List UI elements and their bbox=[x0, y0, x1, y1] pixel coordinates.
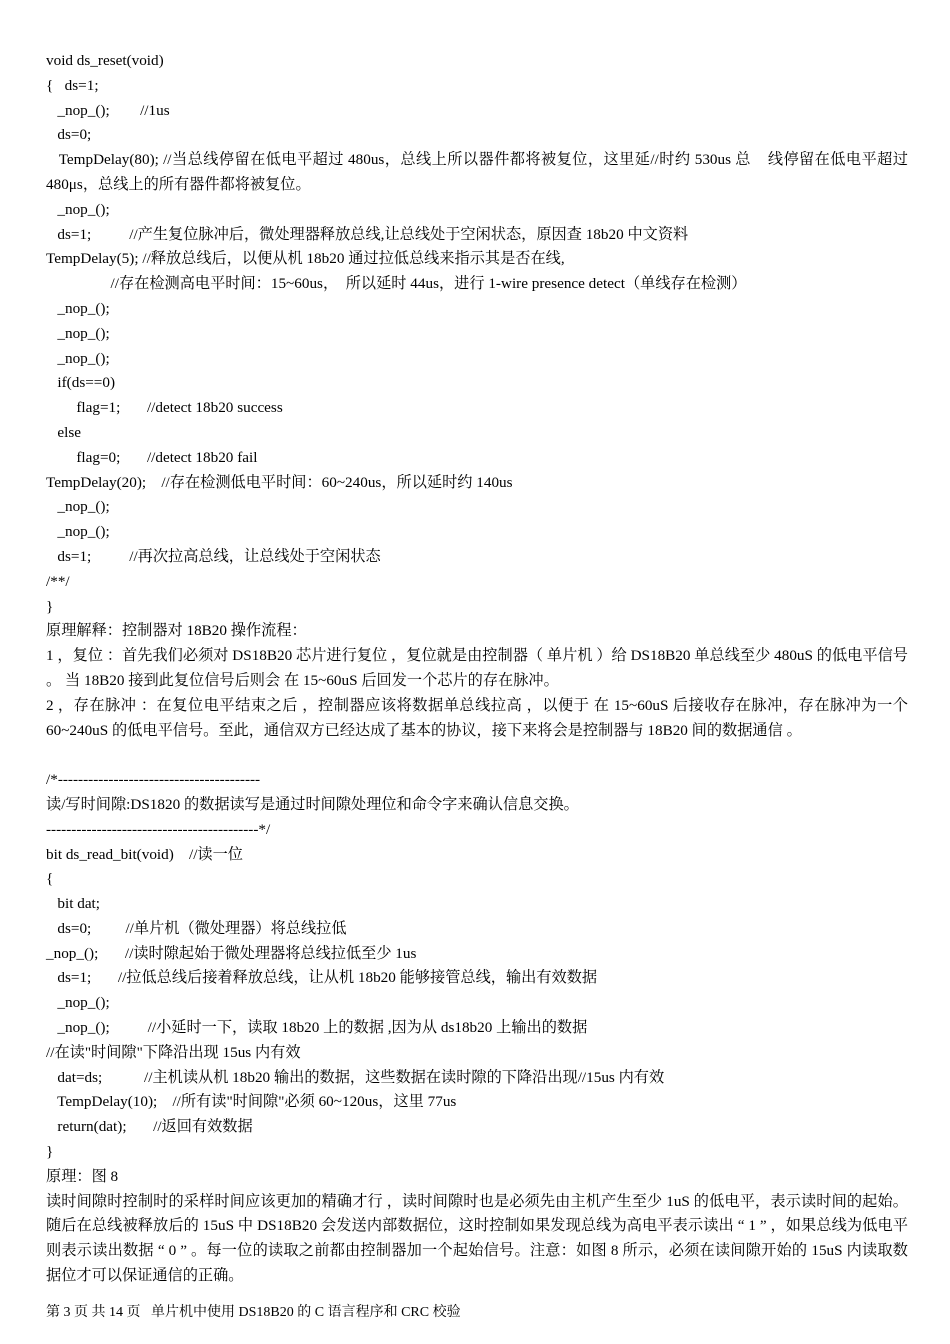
code-line: TempDelay(20); //存在检测低电平时间：60~240us，所以延时约 140us bbox=[46, 473, 513, 491]
code-line: { ds=1; bbox=[46, 76, 99, 94]
code-line: //存在检测高电平时间：15~60us， 所以延时 44us，进行 1-wire presence detect（单线存在检测） bbox=[46, 275, 747, 293]
code-line: ds=1; //再次拉高总线，让总线处于空闲状态 bbox=[46, 547, 381, 565]
paragraph-reset: 1 ，复位 ：首先我们必须对 DS18B20 芯片进行复位 ，复位就是由控制器（ 单片机 ）给 DS18B20 单总线至少 480uS 的低电平信号 。 当 18B20 接到此复位信号后则会 在 15~60uS 后回发一个芯片的存在脉冲。 bbox=[46, 647, 908, 689]
page-footer: 第 3 页 共 14 页 单片机中使用 DS18B20 的 C 语言程序和 CRC 校验 bbox=[46, 1305, 461, 1320]
reset-function-head bbox=[46, 49, 908, 148]
code-line: //在读"时间隙"下降沿出现 15us 内有效 bbox=[46, 1043, 301, 1061]
code-line: void ds_reset(void) bbox=[46, 52, 164, 69]
read-bit-function bbox=[46, 768, 908, 1190]
code-line: { bbox=[46, 870, 54, 888]
code-line: /*---------------------------------------- bbox=[46, 771, 261, 789]
code-line: TempDelay(5); //释放总线后，以便从机 18b20 通过拉低总线来指示其是否在线, bbox=[46, 250, 565, 268]
code-line: _nop_(); bbox=[46, 349, 110, 367]
paragraph-read-slot: 读时间隙时控制时的采样时间应该更加的精确才行 ，读时间隙时也是必须先由主机产生至少 1uS 的低电平，表示读时间的起始。随后在总线被释放后的 15uS 中 DS18B20 会发送内部数据位，这时控制如果发现总线为高电平表示读出 “ 1 ” ，如果总线为低电平则表示读出数据 “ 0 ” 。每一位的读取之前都由控制器加一个起始信号。注意：如图 8 所示，必须在读间隙开始的 15uS 内读取数据位才可以保证通信的正确。 bbox=[46, 1192, 908, 1285]
code-line: else bbox=[46, 423, 82, 441]
code-line: } bbox=[46, 597, 54, 615]
code-line: _nop_(); bbox=[46, 299, 110, 317]
code-line: _nop_(); //1us bbox=[46, 101, 170, 119]
code-line: ds=1; //产生复位脉冲后，微处理器释放总线,让总线处于空闲状态，原因查 18b20 中文资料 bbox=[46, 225, 689, 243]
code-line: _nop_(); bbox=[46, 523, 110, 541]
code-line: _nop_(); bbox=[46, 498, 110, 516]
code-line: bit dat; bbox=[46, 895, 100, 913]
code-comment-wrapped: TempDelay(80); //当总线停留在低电平超过 480us，总线上所以器件都将被复位，这里延//时约 530us 总 线停留在低电平超过 480μs，总线上的所有器件都将被复位。 bbox=[46, 151, 912, 193]
code-line: _nop_(); bbox=[46, 994, 110, 1012]
code-line: flag=0; //detect 18b20 fail bbox=[46, 448, 258, 466]
reset-function-body bbox=[46, 198, 908, 644]
code-line: _nop_(); bbox=[46, 200, 110, 218]
code-line: _nop_(); //读时隙起始于微处理器将总线拉低至少 1us bbox=[46, 944, 417, 962]
code-line: } bbox=[46, 1143, 54, 1161]
code-line: if(ds==0) bbox=[46, 374, 116, 392]
code-line: flag=1; //detect 18b20 success bbox=[46, 399, 283, 417]
paragraph-presence: 2 ，存在脉冲 ：在复位电平结束之后 ，控制器应该将数据单总线拉高 ，以便于 在 15~60uS 后接收存在脉冲，存在脉冲为一个 60~240uS 的低电平信号。至此，通信双方已经达成了基本的协议，接下来将会是控制器与 18B20 间的数据通信 。 bbox=[46, 696, 908, 739]
code-line: ds=1; //拉低总线后接着释放总线，让从机 18b20 能够接管总线，输出有效数据 bbox=[46, 969, 598, 987]
code-line: 读/写时间隙:DS1820 的数据读写是通过时间隙处理位和命令字来确认信息交换。 bbox=[46, 795, 579, 813]
code-line: dat=ds; //主机读从机 18b20 输出的数据，这些数据在读时隙的下降沿出现//15us 内有效 bbox=[46, 1068, 665, 1086]
section-heading: 原理：图 8 bbox=[46, 1167, 119, 1185]
code-line: ds=0; bbox=[46, 126, 92, 144]
code-line: return(dat); //返回有效数据 bbox=[46, 1118, 253, 1136]
code-line: TempDelay(10); //所有读"时间隙"必须 60~120us，这里 77us bbox=[46, 1093, 457, 1111]
document-body bbox=[46, 49, 912, 1289]
code-line: bit ds_read_bit(void) //读一位 bbox=[46, 845, 243, 863]
code-line: _nop_(); //小延时一下，读取 18b20 上的数据 ,因为从 ds18b20 上输出的数据 bbox=[46, 1019, 588, 1037]
blank-line bbox=[46, 743, 908, 768]
code-line: ------------------------------------------*/ bbox=[46, 820, 271, 838]
code-line: ds=0; //单片机（微处理器）将总线拉低 bbox=[46, 919, 347, 937]
code-line: _nop_(); bbox=[46, 324, 110, 342]
code-line: /**/ bbox=[46, 572, 70, 590]
section-heading: 原理解释：控制器对 18B20 操作流程： bbox=[46, 622, 307, 640]
